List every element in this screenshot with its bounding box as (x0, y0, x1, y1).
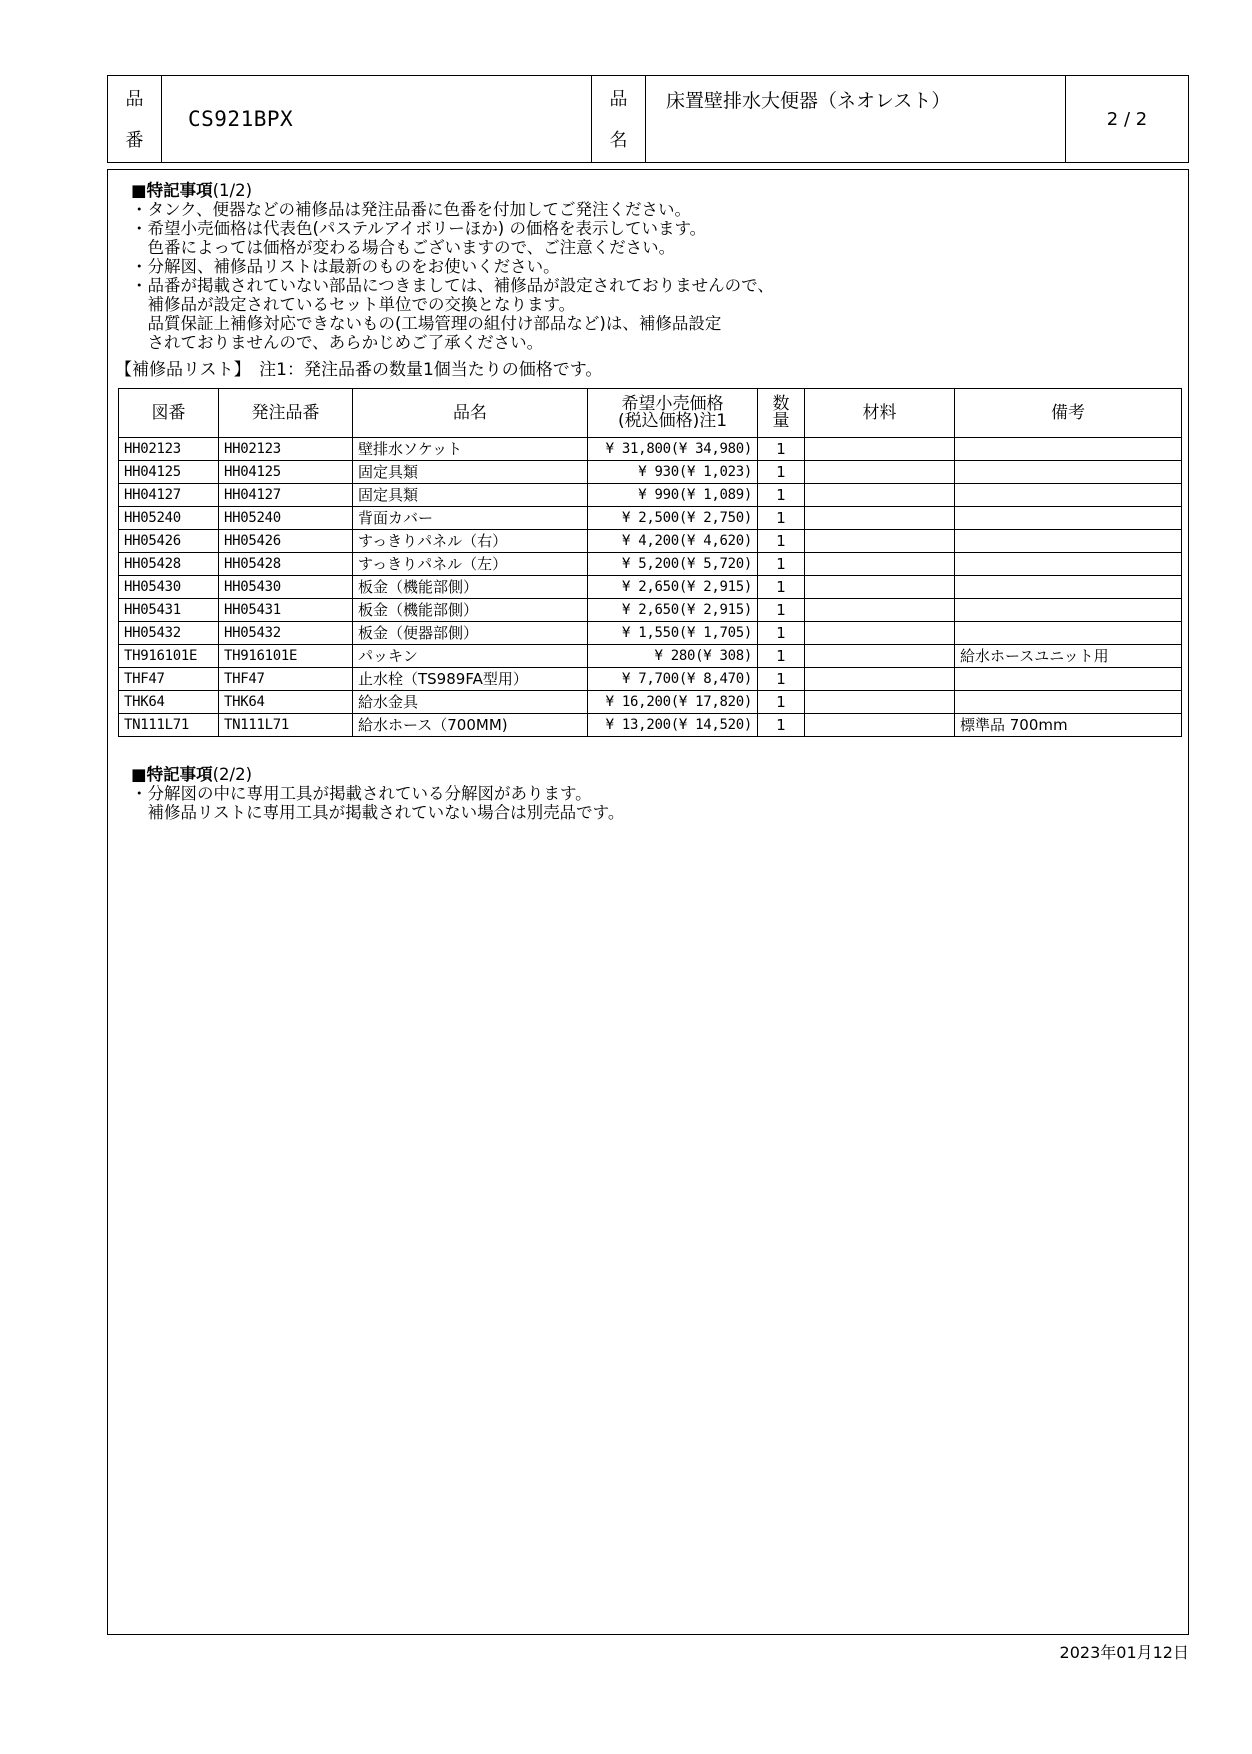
cell-name: 固定具類 (353, 461, 588, 484)
cell-remarks (955, 553, 1182, 576)
col-price-line1: 希望小売価格 (621, 394, 724, 414)
table-row (119, 553, 1182, 576)
cell-price: ¥ 16,200(¥ 17,820) (588, 691, 758, 714)
cell-material (805, 438, 955, 461)
notes-2-line: 補修品リストに専用工具が掲載されていない場合は別売品です。 (131, 803, 625, 822)
cell-remarks: 給水ホースユニット用 (955, 645, 1182, 668)
cell-remarks: 標準品 700mm (955, 714, 1182, 737)
cell-price: ¥ 5,200(¥ 5,720) (588, 553, 758, 576)
cell-fig-no: THK64 (119, 691, 219, 714)
notes-1-heading-text: ■特記事項 (131, 181, 213, 200)
table-row (119, 484, 1182, 507)
cell-name: 給水金具 (353, 691, 588, 714)
parts-table (118, 388, 1182, 737)
cell-qty: 1 (758, 507, 805, 530)
product-no: CS921BPX (162, 76, 592, 162)
cell-name: 板金（機能部側） (353, 599, 588, 622)
cell-order-no: HH05426 (219, 530, 353, 553)
cell-qty: 1 (758, 438, 805, 461)
cell-order-no: THK64 (219, 691, 353, 714)
cell-price: ¥ 2,500(¥ 2,750) (588, 507, 758, 530)
cell-fig-no: HH05431 (119, 599, 219, 622)
cell-order-no: HH05431 (219, 599, 353, 622)
table-row (119, 599, 1182, 622)
col-price-line2: (税込価格)注1 (617, 411, 728, 431)
cell-qty: 1 (758, 553, 805, 576)
page-number: 2 / 2 (1106, 108, 1148, 130)
cell-qty: 1 (758, 576, 805, 599)
special-notes-1 (131, 181, 774, 352)
cell-material (805, 553, 955, 576)
cell-material (805, 645, 955, 668)
cell-name: 固定具類 (353, 484, 588, 507)
cell-name: 背面カバー (353, 507, 588, 530)
table-row (119, 461, 1182, 484)
cell-order-no: TN111L71 (219, 714, 353, 737)
cell-price: ¥ 2,650(¥ 2,915) (588, 576, 758, 599)
cell-name: すっきりパネル（右） (353, 530, 588, 553)
cell-fig-no: HH04125 (119, 461, 219, 484)
cell-qty: 1 (758, 645, 805, 668)
cell-price: ¥ 7,700(¥ 8,470) (588, 668, 758, 691)
cell-remarks (955, 507, 1182, 530)
table-row (119, 530, 1182, 553)
table-row (119, 645, 1182, 668)
notes-1-heading (131, 181, 774, 200)
col-price (588, 389, 758, 438)
cell-remarks (955, 599, 1182, 622)
cell-remarks (955, 668, 1182, 691)
cell-price: ¥ 1,550(¥ 1,705) (588, 622, 758, 645)
cell-remarks (955, 576, 1182, 599)
cell-fig-no: HH05428 (119, 553, 219, 576)
header-box (107, 75, 1189, 163)
cell-price: ¥ 31,800(¥ 34,980) (588, 438, 758, 461)
notes-1-heading-num: (1/2) (212, 181, 253, 200)
cell-name: 止水栓（TS989FA型用） (353, 668, 588, 691)
cell-name: 板金（便器部側） (353, 622, 588, 645)
cell-remarks (955, 691, 1182, 714)
cell-qty: 1 (758, 530, 805, 553)
cell-order-no: HH04125 (219, 461, 353, 484)
cell-remarks (955, 461, 1182, 484)
col-qty-line1: 数 (772, 394, 790, 414)
cell-name: 壁排水ソケット (353, 438, 588, 461)
notes-1-line: 品質保証上補修対応できないもの(工場管理の組付け部品など)は、補修品設定 (131, 314, 722, 333)
table-row (119, 691, 1182, 714)
cell-name: 給水ホース（700MM) (353, 714, 588, 737)
col-qty-line2: 量 (772, 411, 790, 431)
cell-price: ¥ 280(¥ 308) (588, 645, 758, 668)
notes-1-line: ・タンク、便器などの補修品は発注品番に色番を付加してご発注ください。 (131, 200, 692, 219)
cell-material (805, 461, 955, 484)
product-name-label (592, 76, 646, 162)
table-row (119, 622, 1182, 645)
cell-material (805, 714, 955, 737)
cell-material (805, 668, 955, 691)
cell-qty: 1 (758, 691, 805, 714)
product-name-label-bottom: 名 (609, 130, 628, 151)
cell-qty: 1 (758, 622, 805, 645)
cell-remarks (955, 622, 1182, 645)
table-row (119, 438, 1182, 461)
cell-fig-no: HH05430 (119, 576, 219, 599)
cell-order-no: HH05430 (219, 576, 353, 599)
cell-order-no: HH05432 (219, 622, 353, 645)
cell-price: ¥ 13,200(¥ 14,520) (588, 714, 758, 737)
table-header-row (119, 389, 1182, 438)
cell-qty: 1 (758, 599, 805, 622)
table-row (119, 576, 1182, 599)
cell-qty: 1 (758, 668, 805, 691)
cell-name: 板金（機能部側） (353, 576, 588, 599)
notes-1-line: ・品番が掲載されていない部品につきましては、補修品が設定されておりませんので、 (131, 276, 774, 295)
cell-fig-no: HH05240 (119, 507, 219, 530)
col-material: 材料 (805, 389, 955, 438)
notes-2-heading (131, 765, 624, 784)
notes-1-line: ・分解図、補修品リストは最新のものをお使いください。 (131, 257, 560, 276)
notes-2-heading-num: (2/2) (212, 765, 253, 784)
col-order-no: 発注品番 (219, 389, 353, 438)
cell-material (805, 530, 955, 553)
cell-qty: 1 (758, 714, 805, 737)
cell-order-no: THF47 (219, 668, 353, 691)
parts-list-title: 【補修品リスト】 注1：発注品番の数量1個当たりの価格です。 (115, 360, 603, 380)
cell-qty: 1 (758, 461, 805, 484)
cell-material (805, 691, 955, 714)
cell-material (805, 622, 955, 645)
cell-name: パッキン (353, 645, 588, 668)
col-qty (758, 389, 805, 438)
notes-1-line: されておりませんので、あらかじめご了承ください。 (131, 333, 544, 352)
cell-remarks (955, 530, 1182, 553)
cell-material (805, 507, 955, 530)
cell-fig-no: HH04127 (119, 484, 219, 507)
product-name: 床置壁排水大便器（ネオレスト） (646, 76, 1066, 162)
product-no-label-bottom: 番 (125, 130, 144, 151)
cell-fig-no: HH05426 (119, 530, 219, 553)
table-row (119, 507, 1182, 530)
cell-order-no: HH05240 (219, 507, 353, 530)
cell-fig-no: THF47 (119, 668, 219, 691)
cell-order-no: HH05428 (219, 553, 353, 576)
col-remarks: 備考 (955, 389, 1182, 438)
notes-1-line: 補修品が設定されているセット単位での交換となります。 (131, 295, 576, 314)
parts-table-body (119, 438, 1182, 737)
cell-price: ¥ 4,200(¥ 4,620) (588, 530, 758, 553)
table-row (119, 714, 1182, 737)
cell-price: ¥ 930(¥ 1,023) (588, 461, 758, 484)
cell-material (805, 599, 955, 622)
col-fig-no: 図番 (119, 389, 219, 438)
cell-material (805, 576, 955, 599)
product-no-label (108, 76, 162, 162)
notes-1-line: ・希望小売価格は代表色(パステルアイボリーほか) の価格を表示しています。 (131, 219, 707, 238)
cell-fig-no: HH02123 (119, 438, 219, 461)
cell-material (805, 484, 955, 507)
product-no-label-top: 品 (125, 89, 144, 110)
cell-order-no: TH916101E (219, 645, 353, 668)
cell-fig-no: TH916101E (119, 645, 219, 668)
cell-name: すっきりパネル（左） (353, 553, 588, 576)
cell-qty: 1 (758, 484, 805, 507)
document-date: 2023年01月12日 (1059, 1643, 1189, 1662)
cell-order-no: HH04127 (219, 484, 353, 507)
cell-remarks (955, 438, 1182, 461)
col-name: 品名 (353, 389, 588, 438)
product-name-label-top: 品 (609, 89, 628, 110)
notes-1-line: 色番によっては価格が変わる場合もございますので、ご注意ください。 (131, 238, 676, 257)
table-row (119, 668, 1182, 691)
notes-2-heading-text: ■特記事項 (131, 765, 213, 784)
cell-remarks (955, 484, 1182, 507)
cell-fig-no: HH05432 (119, 622, 219, 645)
cell-price: ¥ 2,650(¥ 2,915) (588, 599, 758, 622)
notes-2-line: ・分解図の中に専用工具が掲載されている分解図があります。 (131, 784, 592, 803)
cell-order-no: HH02123 (219, 438, 353, 461)
special-notes-2 (131, 765, 624, 822)
cell-fig-no: TN111L71 (119, 714, 219, 737)
cell-price: ¥ 990(¥ 1,089) (588, 484, 758, 507)
